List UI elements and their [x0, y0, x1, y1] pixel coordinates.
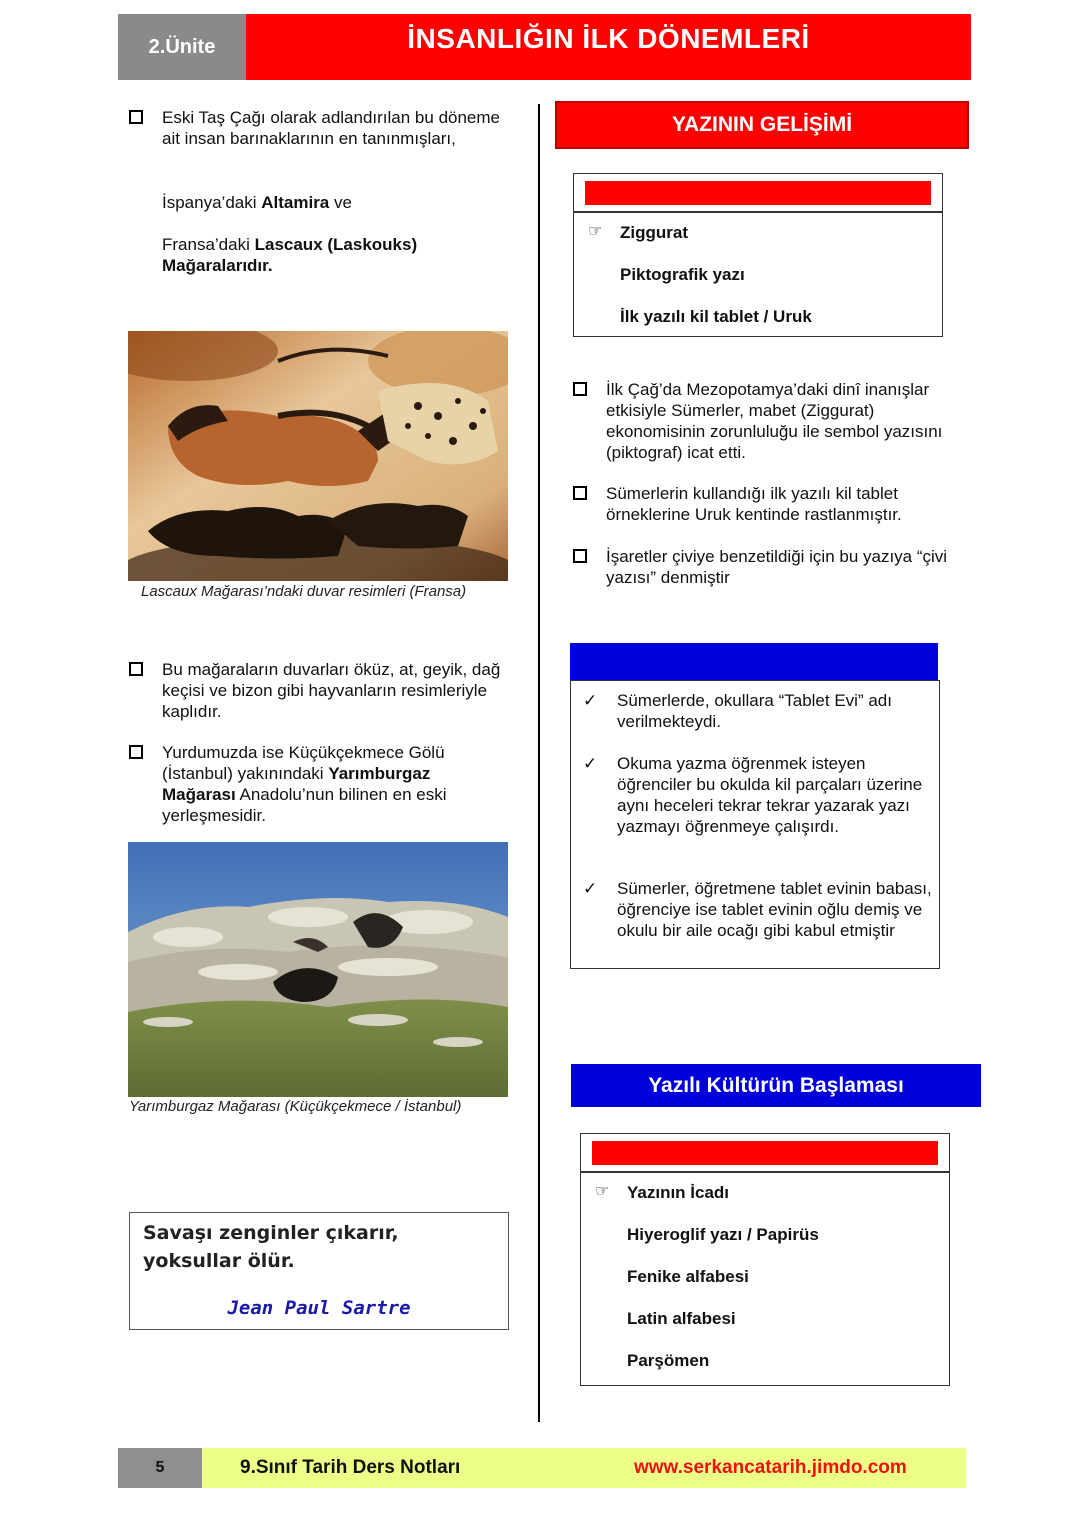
section-title-written-culture: Yazılı Kültürün Başlaması — [571, 1064, 981, 1107]
yarimburgaz-illustration — [128, 842, 508, 1097]
column-divider — [538, 104, 540, 1422]
checkmark-icon: ✓ — [583, 691, 598, 710]
keyword-item: Fenike alfabesi — [627, 1267, 749, 1286]
check-item: ✓ Okuma yazma öğrenmek isteyen öğrenciler bu okulda kil parçaları üzerine aynı heceleri tekrar tekrar yazarak yazı yazmayı öğrenmeye çalışırdı. — [583, 754, 923, 836]
france-line: Fransa’daki Lascaux (Laskouks) Mağaralarıdır. — [162, 235, 418, 275]
quote-author: Jean Paul Sartre — [227, 1297, 411, 1319]
unit-label: 2.Ünite — [118, 14, 246, 80]
keyword-box-2 — [580, 1133, 950, 1386]
checkbox-bullet-icon — [129, 662, 143, 676]
tablet-house-box — [570, 680, 940, 969]
animals-bullet: Bu mağaraların duvarları öküz, at, geyik, dağ keçisi ve bizon gibi hayvanların resimleriyle kaplıdır. — [129, 659, 532, 722]
quote-box — [129, 1212, 509, 1330]
keyword-box-red-bar — [592, 1141, 938, 1165]
intro-bullet: Eski Taş Çağı olarak adlandırılan bu döneme ait insan barınaklarının en tanınmışları, — [129, 107, 502, 149]
keyword-box-separator — [574, 211, 942, 213]
keyword-item: Yazının İcadı — [627, 1183, 730, 1202]
checkbox-bullet-icon — [129, 745, 143, 759]
section-title-writing-development: YAZININ GELİŞİMİ — [555, 101, 969, 149]
yarimburgaz-bullet: Yurdumuzda ise Küçükçekmece Gölü (İstanbul) yakınındaki Yarımburgaz Mağarası Anadolu’nun bilinen en eski yerleşmesidir. — [129, 742, 507, 826]
pointing-hand-icon: ☞ — [595, 1183, 610, 1200]
footer-course-title: 9.Sınıf Tarih Ders Notları — [240, 1457, 461, 1478]
lascaux-illustration — [128, 331, 508, 581]
yarimburgaz-cave-image — [128, 842, 508, 1097]
check-item: ✓ Sümerler, öğretmene tablet evinin babası, öğrenciye ise tablet evinin oğlu demiş ve okulu bir aile ocağı gibi kabul etmiştir — [583, 879, 932, 940]
yarimburgaz-caption: Yarımburgaz Mağarası (Küçükçekmece / İstanbul) — [129, 1098, 462, 1115]
tablet-house-blue-bar — [570, 643, 938, 681]
page-title: İNSANLIĞIN İLK DÖNEMLERİ — [246, 14, 971, 80]
keyword-box-separator — [581, 1171, 949, 1173]
lascaux-cave-painting-image — [128, 331, 508, 581]
sumerian-bullet-1: İlk Çağ’da Mezopotamya’daki dinî inanışlar etkisiyle Sümerler, mabet (Ziggurat) ekonomisinin zorunluluğu ile sembol yazısını (piktograf) icat etti. — [573, 379, 961, 463]
checkmark-icon: ✓ — [583, 754, 598, 773]
checkmark-icon: ✓ — [583, 879, 598, 898]
sumerian-bullet-3: İşaretler çiviye benzetildiği için bu yazıya “çivi yazısı” denmiştir — [573, 546, 961, 588]
keyword-item: Hiyeroglif yazı / Papirüs — [627, 1225, 819, 1244]
check-item: ✓ Sümerlerde, okullara “Tablet Evi” adı verilmekteydi. — [583, 691, 892, 731]
page-number: 5 — [118, 1448, 202, 1488]
spain-line: İspanya’daki Altamira ve — [162, 193, 352, 212]
keyword-box-1 — [573, 173, 943, 337]
keyword-item: Piktografik yazı — [620, 265, 745, 284]
checkbox-bullet-icon — [573, 382, 587, 396]
checkbox-bullet-icon — [573, 549, 587, 563]
keyword-item: Ziggurat — [620, 223, 688, 242]
keyword-item: İlk yazılı kil tablet / Uruk — [620, 307, 812, 326]
checkbox-bullet-icon — [573, 486, 587, 500]
pointing-hand-icon: ☞ — [588, 223, 603, 240]
footer-website-link[interactable]: www.serkancatarih.jimdo.com — [634, 1457, 907, 1478]
checkbox-bullet-icon — [129, 110, 143, 124]
quote-text: Savaşı zenginler çıkarır, yoksullar ölür. — [143, 1222, 399, 1272]
keyword-item: Parşömen — [627, 1351, 710, 1370]
lascaux-caption: Lascaux Mağarası’ndaki duvar resimleri (Fransa) — [141, 583, 467, 600]
keyword-box-red-bar — [585, 181, 931, 205]
sumerian-bullet-2: Sümerlerin kullandığı ilk yazılı kil tablet örneklerine Uruk kentinde rastlanmıştır. — [573, 483, 961, 525]
keyword-item: Latin alfabesi — [627, 1309, 736, 1328]
